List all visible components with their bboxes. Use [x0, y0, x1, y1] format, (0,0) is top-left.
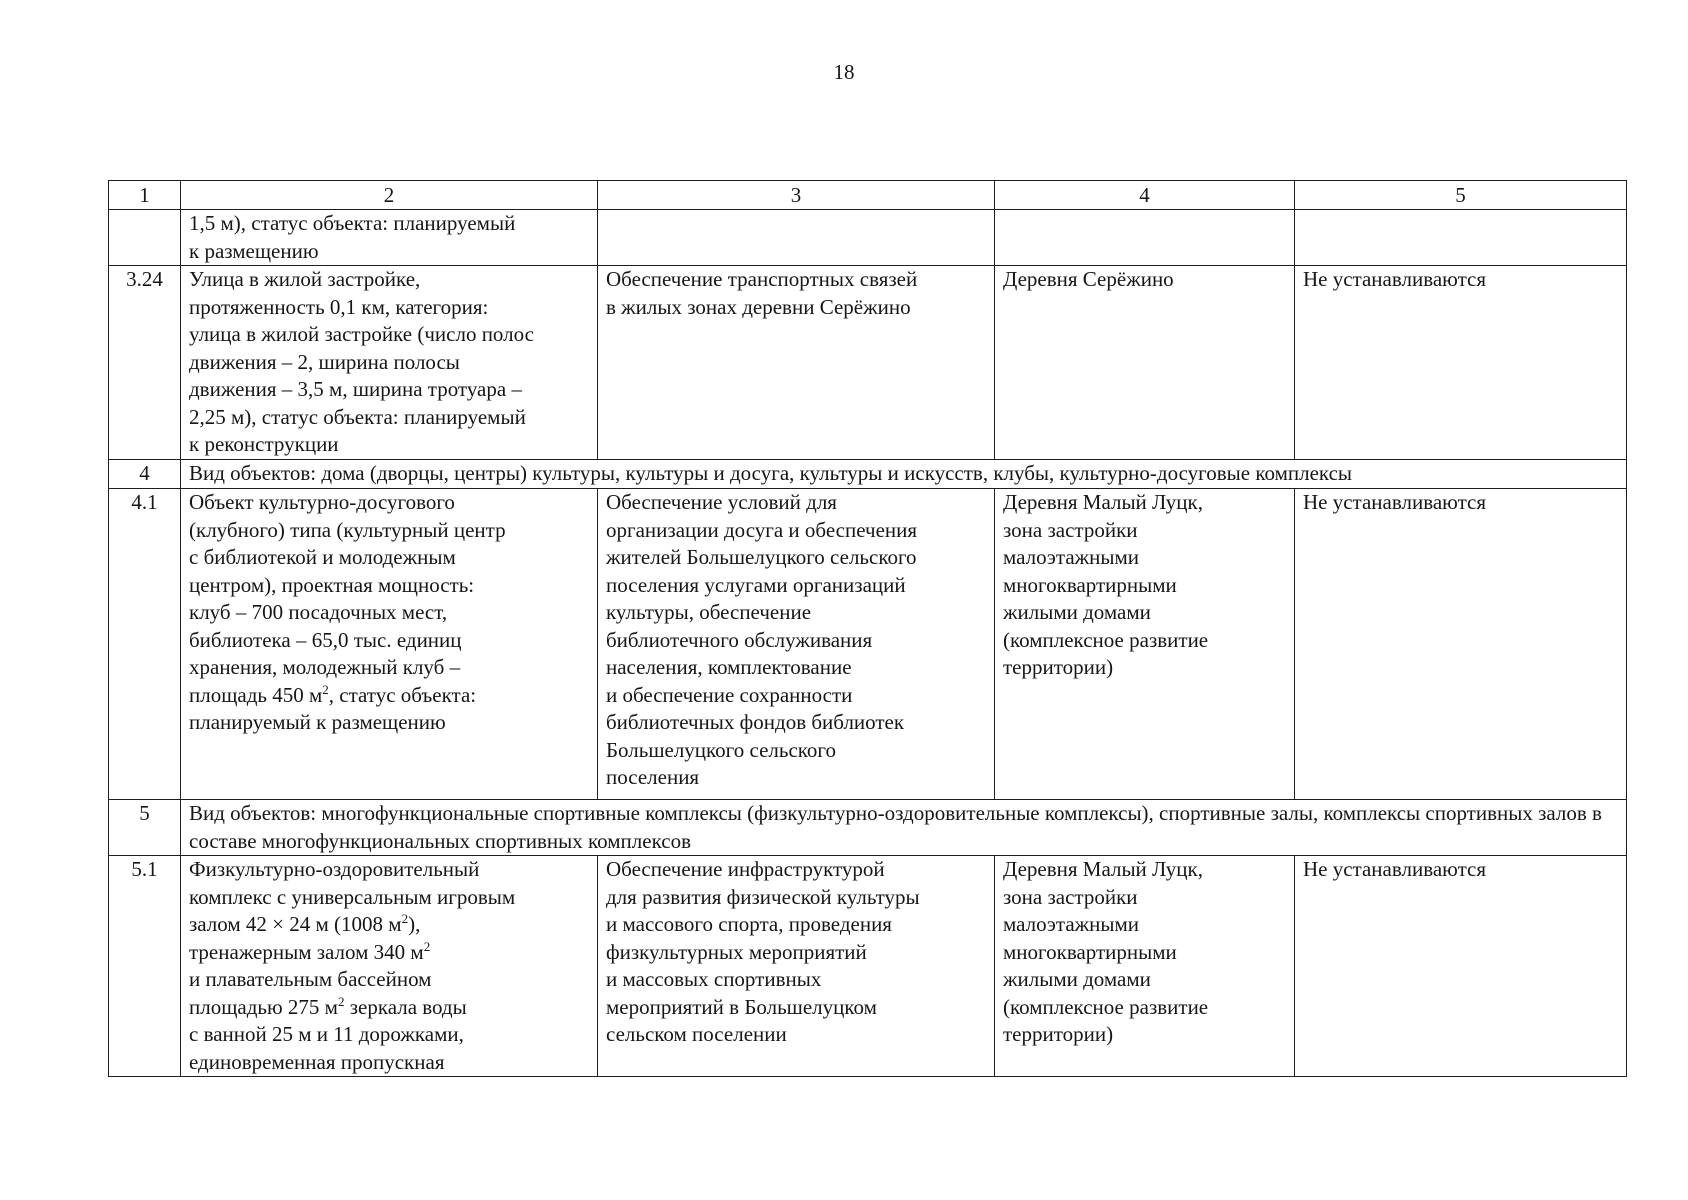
column-number-3: 3	[598, 181, 995, 210]
cell-text-line: Не устанавливаются	[1303, 490, 1487, 514]
cell-text-line: малоэтажными	[1003, 545, 1140, 569]
cell-text-line: Большелуцкого сельского	[606, 737, 837, 762]
cell-text-line: к размещению	[189, 238, 319, 263]
cell-text-line: единовременная пропускная	[189, 1049, 445, 1074]
section-header-row	[109, 460, 1627, 489]
text-fragment: площадь 450 м	[189, 682, 323, 707]
text-fragment: тренажерным залом 340 м	[189, 939, 424, 964]
cell-text-line: и массовых спортивных	[606, 967, 822, 991]
cell-text-line: протяженность 0,1 км, категория:	[189, 294, 489, 319]
zone-cell	[1295, 856, 1627, 1077]
cell-text-line: Деревня Серёжино	[1003, 267, 1174, 291]
row-number: 3.24	[109, 266, 181, 460]
cell-text-line: территории)	[1003, 655, 1114, 679]
cell-text-line: зона застройки	[1003, 517, 1138, 542]
cell-text-line: и массового спорта, проведения	[606, 912, 892, 936]
cell-text-line: жилыми домами	[1003, 600, 1151, 624]
row-number: 4.1	[109, 489, 181, 800]
cell-text-line: жилыми домами	[1003, 967, 1151, 991]
cell-text-line	[189, 911, 589, 939]
cell-text-line: сельском поселении	[606, 1022, 787, 1046]
cell-text-line: хранения, молодежный клуб –	[189, 655, 461, 679]
cell-text-line: культуры, обеспечение	[606, 600, 812, 624]
cell-text-line: 1,5 м), статус объекта: планируемый	[189, 211, 516, 235]
location-cell	[995, 266, 1295, 460]
section-title	[181, 800, 1627, 856]
page-number: 18	[833, 60, 855, 84]
location-cell	[995, 489, 1295, 800]
superscript: 2	[423, 938, 431, 954]
superscript: 2	[322, 681, 329, 697]
cell-text-line: Обеспечение инфраструктурой	[606, 857, 885, 881]
cell-text-line: движения – 2, ширина полосы	[189, 349, 460, 374]
cell-text-line: движения – 3,5 м, ширина тротуара –	[189, 377, 522, 401]
cell-text-line: Физкультурно-оздоровительный	[189, 857, 480, 881]
cell-text-line: (комплексное развитие	[1003, 627, 1209, 652]
cell-text-line: поселения	[606, 765, 700, 789]
cell-text-line: Не устанавливаются	[1303, 857, 1487, 881]
zone-cell	[1295, 489, 1627, 800]
cell-text-line: зона застройки	[1003, 884, 1138, 909]
cell-text-line	[189, 939, 589, 967]
cell-text-line: поселения услугами организаций	[606, 572, 906, 597]
location-cell	[995, 856, 1295, 1077]
cell-text-line: многоквартирными	[1003, 572, 1177, 597]
cell-text-line: улица в жилой застройке (число полос	[189, 322, 534, 346]
cell-text-line: населения, комплектование	[606, 655, 852, 679]
cell-text-line: комплекс с универсальным игровым	[189, 884, 516, 909]
cell-text-line: организации досуга и обеспечения	[606, 517, 918, 542]
cell-text-line: Не устанавливаются	[1303, 267, 1487, 291]
row-number: 5	[109, 800, 181, 856]
objects-table	[108, 180, 1627, 1077]
text-fragment: залом 42 × 24 м (1008 м	[189, 912, 402, 936]
table-row	[109, 489, 1627, 800]
purpose-cell	[598, 266, 995, 460]
cell-text-line: (комплексное развитие	[1003, 994, 1209, 1019]
cell-text-line: планируемый к размещению	[189, 710, 446, 734]
object-description-cell	[181, 210, 598, 266]
cell-text-line	[189, 682, 589, 710]
cell-text: Вид объектов: многофункциональные спортивные комплексы (физкультурно-оздоровительные комплексы), спортивные залы, комплексы спортивных залов в составе многофункциональных спортивных комплексов	[189, 801, 1602, 853]
cell-text-line: Деревня Малый Луцк,	[1003, 857, 1203, 881]
row-number	[109, 210, 181, 266]
zone-cell	[1295, 210, 1627, 266]
location-cell	[995, 210, 1295, 266]
section-title	[181, 460, 1627, 489]
object-description-cell	[181, 856, 598, 1077]
purpose-cell	[598, 856, 995, 1077]
cell-text-line: для развития физической культуры	[606, 884, 920, 909]
cell-text-line: библиотечного обслуживания	[606, 627, 873, 652]
text-fragment: зеркала воды	[344, 994, 467, 1019]
cell-text-line: библиотека – 65,0 тыс. единиц	[189, 627, 462, 652]
text-fragment: площадью 275 м	[189, 994, 338, 1019]
cell-text-line: библиотечных фондов библиотек	[606, 710, 905, 734]
cell-text-line: клуб – 700 посадочных мест,	[189, 600, 448, 624]
purpose-cell	[598, 210, 995, 266]
column-number-1: 1	[109, 181, 181, 210]
table-row	[109, 266, 1627, 460]
cell-text-line: жителей Большелуцкого сельского	[606, 545, 917, 569]
column-number-2: 2	[181, 181, 598, 210]
cell-text-line: центром), проектная мощность:	[189, 572, 475, 597]
cell-text-line: к реконструкции	[189, 432, 339, 456]
cell-text-line: (клубного) типа (культурный центр	[189, 517, 506, 542]
table-row-continuation	[109, 210, 1627, 266]
text-fragment: , статус объекта:	[328, 682, 477, 707]
cell-text-line: в жилых зонах деревни Серёжино	[606, 294, 911, 319]
cell-text-line: малоэтажными	[1003, 912, 1140, 936]
object-description-cell	[181, 489, 598, 800]
cell-text-line: и плавательным бассейном	[189, 967, 432, 991]
cell-text-line	[189, 994, 589, 1022]
cell-text-line: Обеспечение транспортных связей	[606, 267, 918, 291]
row-number: 5.1	[109, 856, 181, 1077]
cell-text-line: многоквартирными	[1003, 939, 1177, 964]
superscript: 2	[401, 911, 409, 926]
cell-text-line: Вид объектов: дома (дворцы, центры) культуры, культуры и досуга, культуры и искусств, клубы, культурно-досуговые комплексы	[189, 461, 1353, 485]
cell-text-line: физкультурных мероприятий	[606, 939, 867, 964]
cell-text-line: с ванной 25 м и 11 дорожками,	[189, 1022, 464, 1046]
cell-text-line: Объект культурно-досугового	[189, 490, 455, 514]
section-header-row	[109, 800, 1627, 856]
column-number-4: 4	[995, 181, 1295, 210]
cell-text-line: с библиотекой и молодежным	[189, 545, 456, 569]
text-fragment: ),	[408, 912, 421, 936]
column-number-row	[109, 181, 1627, 210]
cell-text-line: территории)	[1003, 1022, 1114, 1046]
column-number-5: 5	[1295, 181, 1627, 210]
purpose-cell	[598, 489, 995, 800]
superscript: 2	[337, 993, 345, 1009]
cell-text-line: Улица в жилой застройке,	[189, 267, 421, 291]
cell-text-line: 2,25 м), статус объекта: планируемый	[189, 404, 526, 429]
object-description-cell	[181, 266, 598, 460]
zone-cell	[1295, 266, 1627, 460]
table-row	[109, 856, 1627, 1077]
cell-text-line: Деревня Малый Луцк,	[1003, 490, 1203, 514]
cell-text-line: мероприятий в Большелуцком	[606, 994, 877, 1019]
cell-text-line: Обеспечение условий для	[606, 490, 837, 514]
row-number: 4	[109, 460, 181, 489]
cell-text-line: и обеспечение сохранности	[606, 682, 853, 707]
